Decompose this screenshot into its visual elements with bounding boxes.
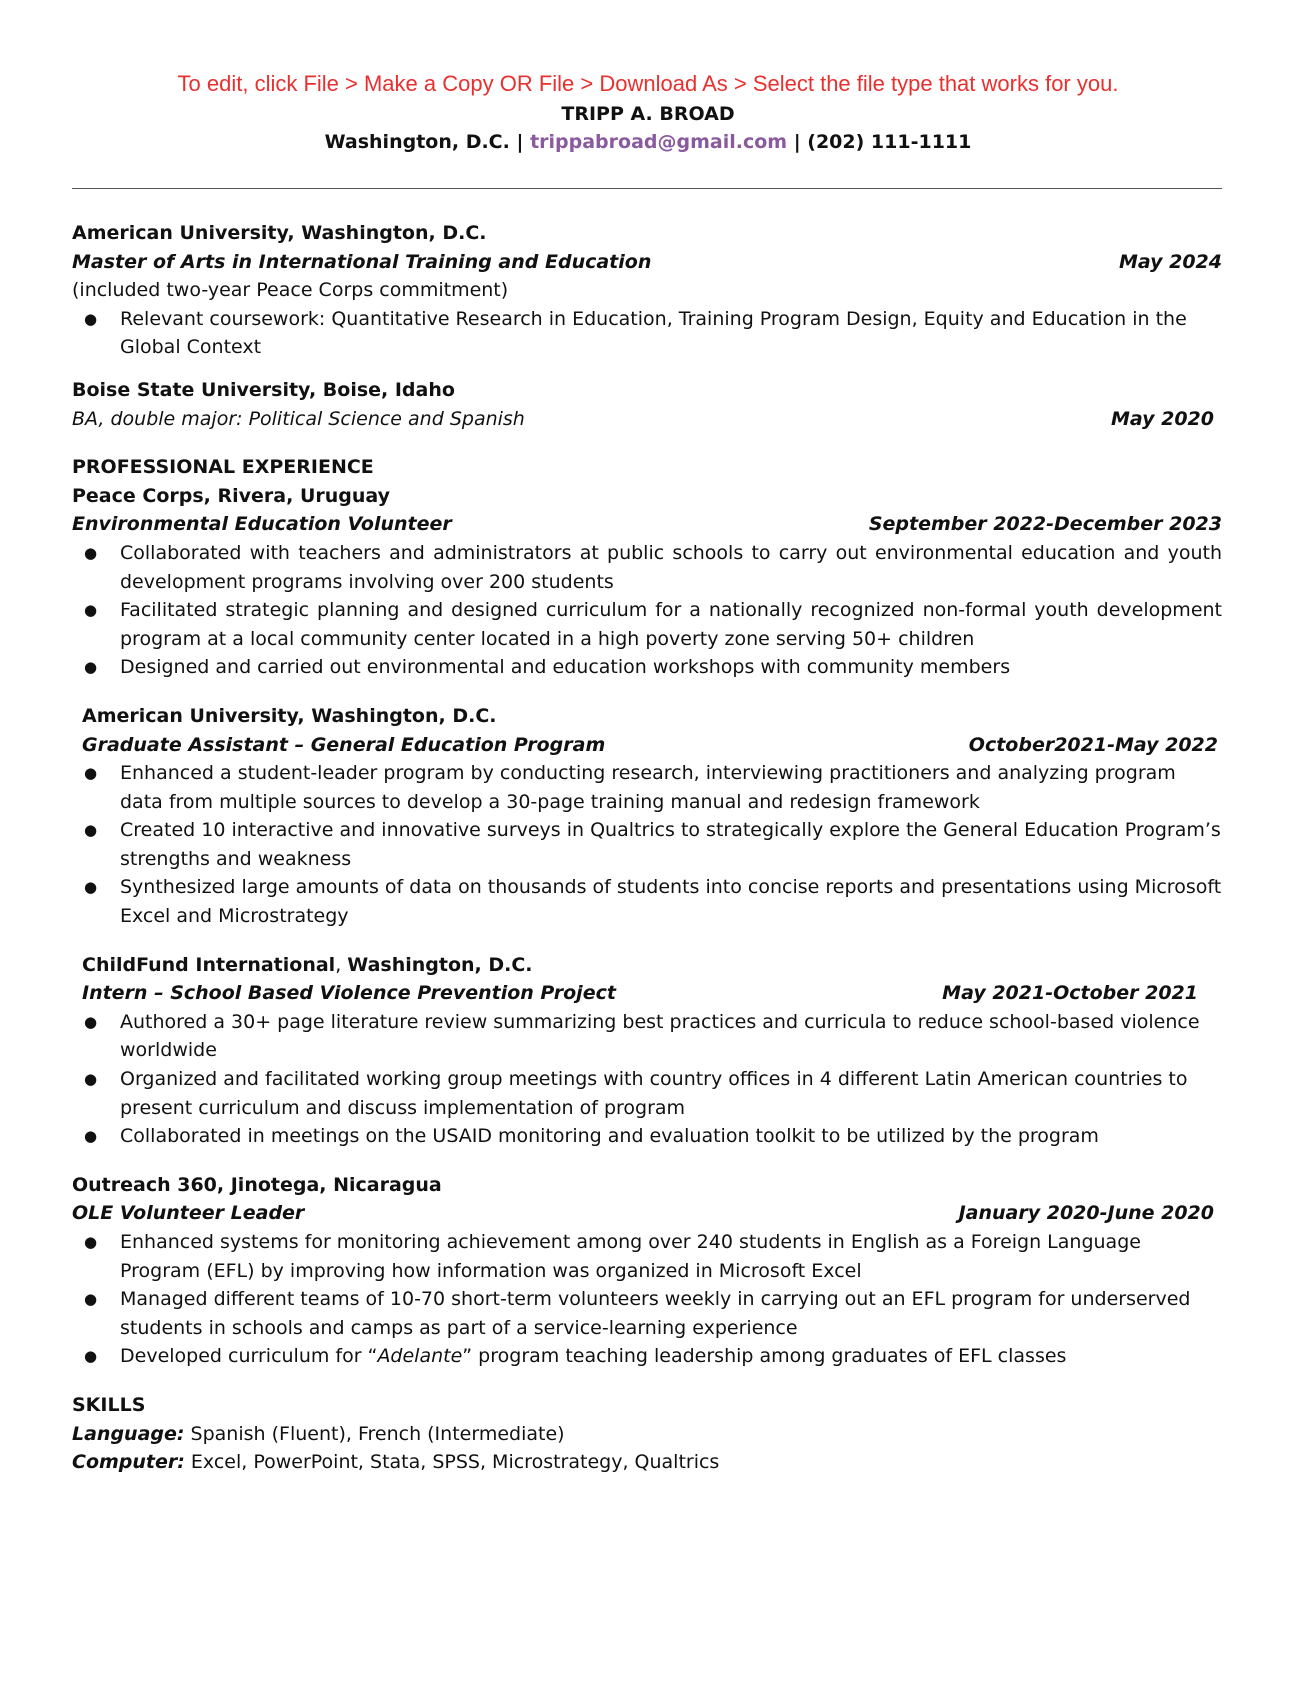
resume-body <box>72 219 1222 1477</box>
list-item: ● Created 10 interactive and innovative surveys in Qualtrics to strategically explore the General Education Program’s strengths and weakness <box>72 816 1222 873</box>
degree: BA, double major: Political Science and Spanish <box>72 407 525 430</box>
date: May 2020 <box>1110 407 1214 430</box>
list-item: ● Authored a 30+ page literature review summarizing best practices and curricula to reduce school-based violence worldwide <box>72 1008 1222 1065</box>
job-title: Environmental Education Volunteer <box>72 513 452 536</box>
phone: (202) 111-1111 <box>807 131 972 153</box>
skill-label: Computer: <box>72 1451 185 1474</box>
education-entry <box>72 376 1222 433</box>
list-item: ● Managed different teams of 10-70 short-term volunteers weekly in carrying out an EFL program for underserved students in schools and camps as part of a service-learning experience <box>72 1285 1222 1342</box>
job-entry <box>72 1171 1222 1371</box>
degree-note: (included two-year Peace Corps commitment) <box>72 279 509 302</box>
list-item: ● Facilitated strategic planning and designed curriculum for a nationally recognized non-formal youth development program at a local community center located in a high poverty zone serving 50+ children <box>72 596 1222 653</box>
date: January 2020-June 2020 <box>958 1202 1214 1225</box>
date: September 2022-December 2023 <box>868 513 1222 536</box>
degree: Master of Arts in International Training and Education <box>72 250 652 273</box>
org-name: American University, Washington, D.C. <box>82 704 497 727</box>
list-item: ● Developed curriculum for “Adelante” program teaching leadership among graduates of EFL classes <box>72 1342 1222 1371</box>
date: May 2024 <box>1118 250 1222 273</box>
degree-row <box>72 248 1222 277</box>
org-name: Outreach 360, Jinotega, Nicaragua <box>72 1173 442 1196</box>
school-name: Boise State University, Boise, Idaho <box>72 378 455 401</box>
candidate-name: TRIPP A. BROAD <box>561 103 735 125</box>
list-item: ● Synthesized large amounts of data on thousands of students into concise reports and presentations using Microsoft Excel and Microstrategy <box>72 873 1222 930</box>
section-heading: SKILLS <box>72 1393 146 1416</box>
email-link[interactable]: trippabroad@gmail.com <box>530 131 788 153</box>
skill-value: Excel, PowerPoint, Stata, SPSS, Microstrategy, Qualtrics <box>190 1451 720 1474</box>
location: Washington, D.C. <box>324 131 510 153</box>
list-item: ● Collaborated with teachers and administrators at public schools to carry out environmental education and youth development programs involving over 200 students <box>72 539 1222 596</box>
degree-row <box>72 405 1222 434</box>
job-entry <box>72 951 1222 1151</box>
contact-line <box>0 129 1296 155</box>
job-title-row <box>72 731 1222 760</box>
skill-language <box>72 1420 1222 1449</box>
date: May 2021-October 2021 <box>942 982 1198 1005</box>
skill-value: Spanish (Fluent), French (Intermediate) <box>190 1422 565 1445</box>
header-divider <box>72 188 1222 189</box>
separator: | <box>516 131 524 153</box>
job-title: Graduate Assistant – General Education Program <box>82 733 606 756</box>
job-title-row <box>72 979 1222 1008</box>
school-name: American University, Washington, D.C. <box>72 222 487 244</box>
separator: | <box>793 131 801 153</box>
job-entry <box>72 482 1222 682</box>
edit-instructions: To edit, click File > Make a Copy OR File > Download As > Select the file type that works for you. <box>177 71 1119 96</box>
skill-label: Language: <box>72 1422 185 1445</box>
org-name-primary: ChildFund International <box>82 953 336 976</box>
date: October2021-May 2022 <box>968 733 1218 756</box>
job-title: Intern – School Based Violence Prevention Project <box>82 982 616 1005</box>
job-title: OLE Volunteer Leader <box>72 1202 305 1225</box>
list-item: ● Enhanced a student-leader program by conducting research, interviewing practitioners and analyzing program data from multiple sources to develop a 30-page training manual and redesign framework <box>72 759 1222 816</box>
job-entry <box>72 702 1222 931</box>
org-name: ChildFund International, Washington, D.C. <box>82 953 533 976</box>
job-title-row <box>72 510 1222 539</box>
list-item: ● Relevant coursework: Quantitative Research in Education, Training Program Design, Equity and Education in the Global Context <box>72 305 1222 362</box>
section-heading: PROFESSIONAL EXPERIENCE <box>72 456 374 479</box>
job-title-row <box>72 1199 1222 1228</box>
skill-computer <box>72 1448 1222 1477</box>
list-item: ● Organized and facilitated working group meetings with country offices in 4 different Latin American countries to present curriculum and discuss implementation of program <box>72 1065 1222 1122</box>
education-entry <box>72 219 1222 362</box>
program-name: Adelante <box>377 1345 463 1368</box>
org-name: Peace Corps, Rivera, Uruguay <box>72 484 391 507</box>
org-location: Washington, D.C. <box>347 953 533 976</box>
list-item: ● Designed and carried out environmental and education workshops with community members <box>72 653 1222 682</box>
list-item: ● Collaborated in meetings on the USAID monitoring and evaluation toolkit to be utilized by the program <box>72 1122 1222 1151</box>
list-item: ● Enhanced systems for monitoring achievement among over 240 students in English as a Foreign Language Program (EFL) by improving how information was organized in Microsoft Excel <box>72 1228 1222 1285</box>
